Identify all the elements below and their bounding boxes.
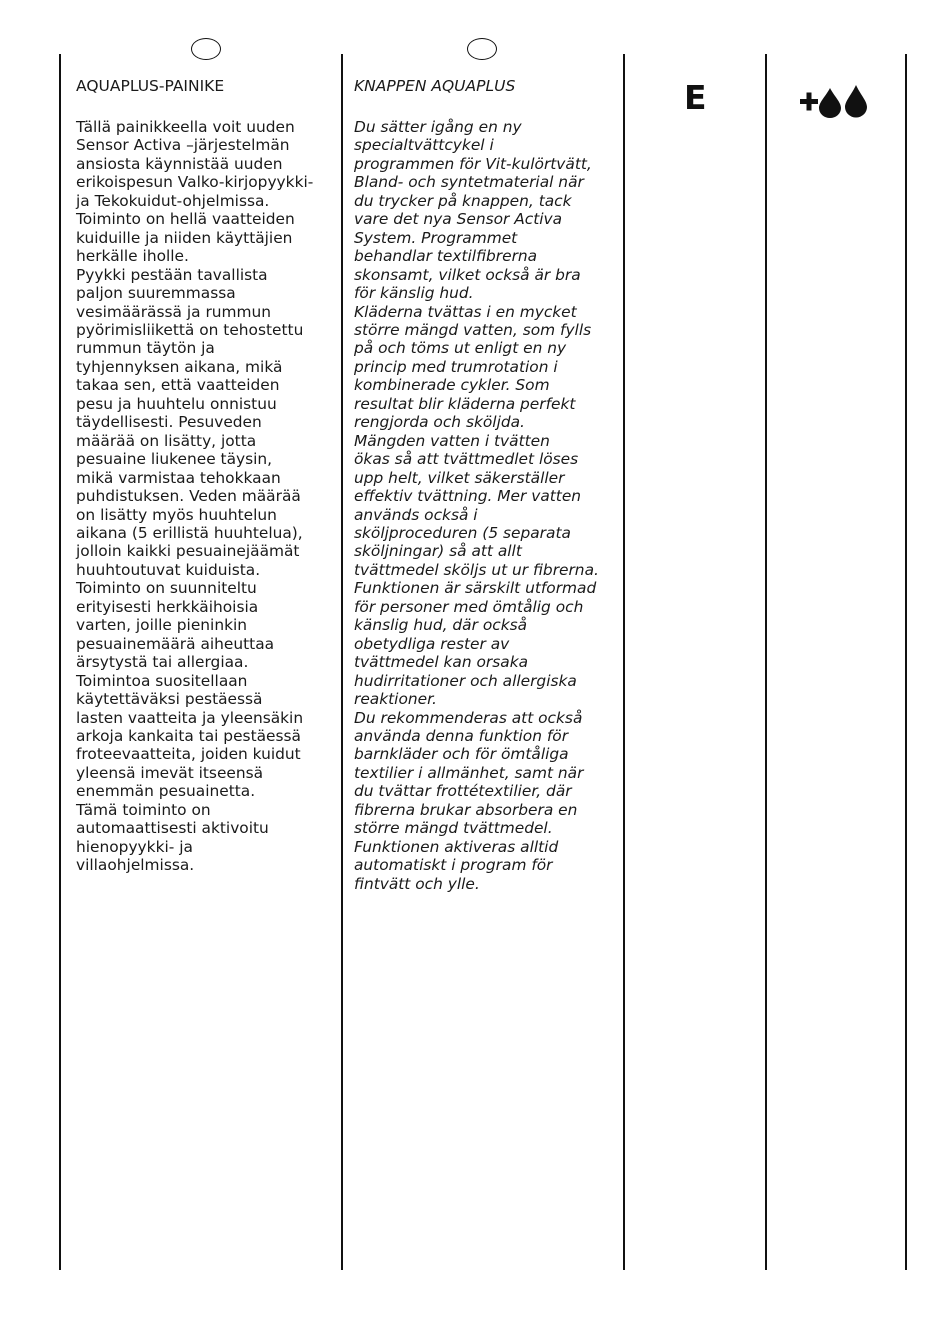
text-line: automaattisesti aktivoitu (76, 819, 269, 838)
swedish-column (354, 76, 620, 893)
text-line: sköljningar) så att allt (354, 542, 522, 561)
text-line: mikä varmistaa tehokkaan (76, 468, 281, 487)
text-line: ja Tekokuidut-ohjelmissa. (76, 191, 270, 210)
text-line: för känslig hud. (354, 284, 474, 303)
text-line: kombinerade cykler. Som (354, 376, 550, 395)
text-line: enemmän pesuainetta. (76, 782, 256, 801)
text-line: pyörimisliikettä on tehostettu (76, 320, 304, 339)
text-line: hudirritationer och allergiska (354, 671, 577, 690)
text-line: System. Programmet (354, 228, 518, 247)
text-line: resultat blir kläderna perfekt (354, 394, 576, 413)
text-line: ärsytystä tai allergiaa. (76, 653, 249, 672)
text-line: obetydliga rester av (354, 634, 510, 653)
swedish-body-text (354, 118, 620, 893)
text-line: Bland- och syntetmaterial när (354, 173, 584, 192)
text-line: paljon suuremmassa (76, 284, 236, 303)
finnish-column (76, 76, 338, 875)
text-line: erityisesti herkkäihoisia (76, 597, 259, 616)
text-line: arkoja kankaita tai pestäessä (76, 726, 301, 745)
text-line: Sensor Activa –järjestelmän (76, 136, 290, 155)
text-line: rengjorda och sköljda. (354, 413, 525, 432)
text-line: på och töms ut enligt en ny (354, 339, 567, 358)
text-line: määrää on lisätty, jotta (76, 431, 257, 450)
text-line: ansiosta käynnistää uuden (76, 154, 283, 173)
text-line: kuiduille ja niiden käyttäjien (76, 228, 293, 247)
text-line: du trycker på knappen, tack (354, 191, 572, 210)
text-line: behandlar textilfibrerna (354, 247, 538, 266)
text-line: täydellisesti. Pesuveden (76, 413, 262, 432)
column-rule-4 (765, 54, 767, 1270)
text-line: puhdistuksen. Veden määrää (76, 487, 301, 506)
text-line: fibrerna brukar absorbera en (354, 800, 578, 819)
text-line: tvättmedel kan orsaka (354, 653, 529, 672)
text-line: textilier i allmänhet, samt när (354, 763, 584, 782)
text-line: on lisätty myös huuhtelun (76, 505, 277, 524)
plus-water-drops-icon (800, 82, 870, 118)
text-line: Toiminto on suunniteltu (76, 579, 257, 598)
text-line: tvättmedel sköljs ut ur fibrerna. (354, 560, 599, 579)
text-line: automatiskt i program för (354, 856, 553, 875)
text-line: froteevaatteita, joiden kuidut (76, 745, 301, 764)
text-line: större mängd vatten, som fylls (354, 320, 592, 339)
text-line: erikoispesun Valko-kirjopyykki- (76, 173, 314, 192)
text-line: reaktioner. (354, 690, 437, 709)
circle-marker-icon (467, 38, 497, 60)
text-line: fintvätt och ylle. (354, 874, 480, 893)
text-line: pesuainemäärä aiheuttaa (76, 634, 275, 653)
finnish-body-text (76, 118, 338, 875)
text-line: du tvättar frottétextilier, där (354, 782, 572, 801)
text-line: för personer med ömtålig och (354, 597, 584, 616)
text-line: vare det nya Sensor Activa (354, 210, 563, 229)
text-line: vesimäärässä ja rummun (76, 302, 272, 321)
text-line: yleensä imevät itseensä (76, 763, 264, 782)
text-line: specialtvättcykel i (354, 136, 494, 155)
text-line: upp helt, vilket säkerställer (354, 468, 565, 487)
symbol-letter: E (684, 78, 707, 117)
column-rule-5 (905, 54, 907, 1270)
text-line: effektiv tvättning. Mer vatten (354, 487, 582, 506)
text-line: pesuaine liukenee täysin, (76, 450, 273, 469)
text-line: huuhtoutuvat kuiduista. (76, 560, 261, 579)
column-rule-2 (341, 54, 343, 1270)
text-line: tyhjennyksen aikana, mikä (76, 357, 283, 376)
text-line: rummun täytön ja (76, 339, 215, 358)
text-line: Funktionen aktiveras alltid (354, 837, 559, 856)
text-line: sköljproceduren (5 separata (354, 523, 571, 542)
text-line: används också i (354, 505, 478, 524)
text-line: takaa sen, että vaatteiden (76, 376, 280, 395)
text-line: käytettäväksi pestäessä (76, 690, 263, 709)
text-line: Toimintoa suositellaan (76, 671, 248, 690)
text-line: Toiminto on hellä vaatteiden (76, 210, 295, 229)
text-line: villaohjelmissa. (76, 856, 195, 875)
text-line: större mängd tvättmedel. (354, 819, 553, 838)
text-line: Pyykki pestään tavallista (76, 265, 268, 284)
text-line: Du rekommenderas att också (354, 708, 583, 727)
text-line: hienopyykki- ja (76, 837, 193, 856)
swedish-heading: KNAPPEN AQUAPLUS (354, 77, 516, 95)
text-line: känslig hud, där också (354, 616, 528, 635)
column-rule-3 (623, 54, 625, 1270)
text-line: jolloin kaikki pesuainejäämät (76, 542, 300, 561)
text-line: ökas så att tvättmedlet löses (354, 450, 579, 469)
text-line: skonsamt, vilket också är bra (354, 265, 581, 284)
text-line: princip med trumrotation i (354, 357, 558, 376)
text-line: Funktionen är särskilt utformad (354, 579, 597, 598)
text-line: Tällä painikkeella voit uuden (76, 118, 295, 136)
text-line: aikana (5 erillistä huuhtelua), (76, 523, 303, 542)
text-line: lasten vaatteita ja yleensäkin (76, 708, 304, 727)
text-line: programmen för Vit-kulörtvätt, (354, 154, 592, 173)
text-line: pesu ja huuhtelu onnistuu (76, 394, 277, 413)
text-line: Tämä toiminto on (76, 800, 211, 819)
text-line: barnkläder och för ömtåliga (354, 745, 569, 764)
finnish-heading: AQUAPLUS-PAINIKE (76, 77, 225, 95)
text-line: varten, joille pieninkin (76, 616, 248, 635)
column-rule-1 (59, 54, 61, 1270)
text-line: använda denna funktion för (354, 726, 569, 745)
circle-marker-icon (191, 38, 221, 60)
text-line: Du sätter igång en ny (354, 118, 522, 136)
text-line: herkälle iholle. (76, 247, 189, 266)
text-line: Mängden vatten i tvätten (354, 431, 550, 450)
text-line: Kläderna tvättas i en mycket (354, 302, 577, 321)
